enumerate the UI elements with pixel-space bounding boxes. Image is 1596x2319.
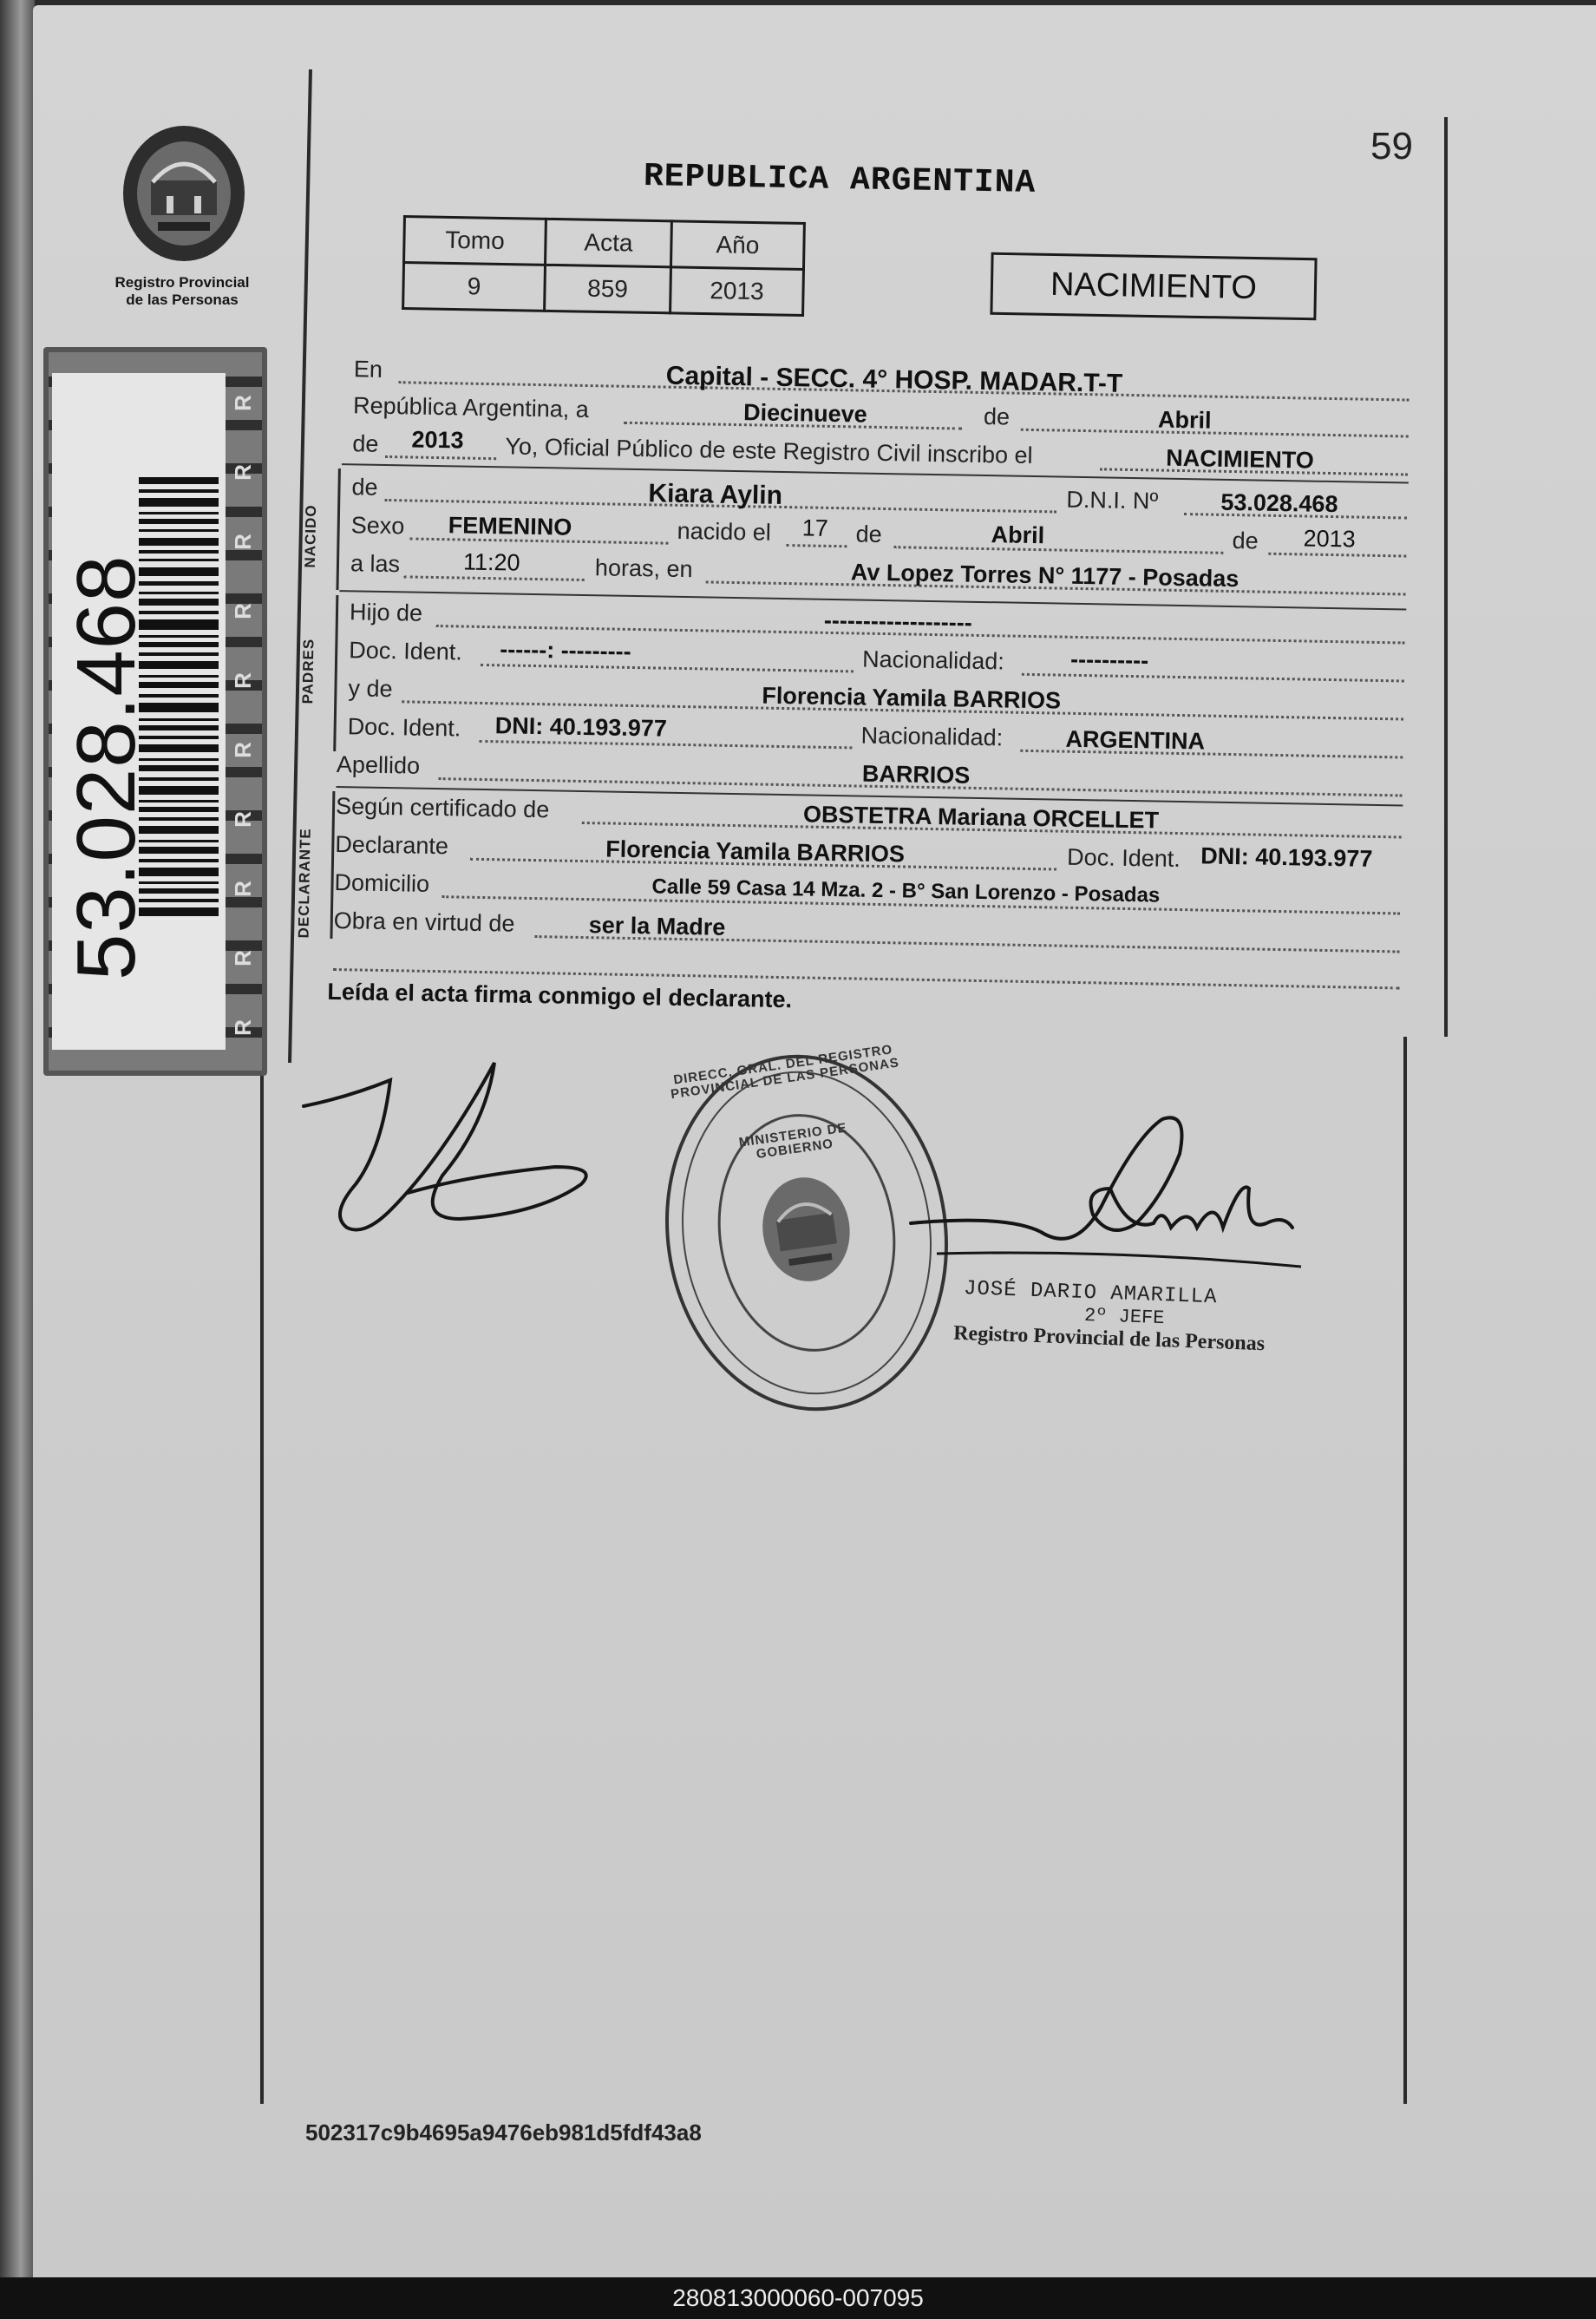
horas-label: horas, en <box>594 554 693 583</box>
birth-place-value: Av Lopez Torres N° 1177 - Posadas <box>850 559 1240 593</box>
father-nationality-value: ---------- <box>1069 645 1149 674</box>
seal-crest-icon <box>751 1167 861 1292</box>
sticker-mark: R <box>229 463 256 481</box>
birth-year-value: 2013 <box>1303 525 1357 553</box>
birth-month-dots <box>893 546 1223 554</box>
republica-label: República Argentina, a <box>352 392 590 423</box>
official-signature <box>902 1102 1318 1301</box>
dni-value: 53.028.468 <box>1220 488 1338 518</box>
year-dots <box>385 455 496 460</box>
month-dots <box>1021 429 1409 438</box>
registry-header-tomo: Tomo <box>404 216 546 265</box>
nacido-section-label: NACIDO <box>301 504 320 568</box>
official-office: Registro Provincial de las Personas <box>952 1321 1266 1356</box>
registry-header-anio: Año <box>670 221 804 270</box>
father-doc-label: Doc. Ident. <box>348 637 463 665</box>
sticker-mark: R <box>229 602 256 619</box>
sticker-mark: R <box>229 1019 256 1036</box>
de-day-label: de <box>855 521 882 547</box>
declarante-value: Florencia Yamila BARRIOS <box>605 835 906 868</box>
yo-label: Yo, Oficial Público de este Registro Civil inscribo el <box>505 433 1033 468</box>
office-name-line1: Registro Provincial <box>114 274 250 291</box>
birth-day-dots <box>786 544 847 547</box>
birth-day-value: 17 <box>801 514 829 541</box>
place-value: Capital - SECC. 4° HOSP. MADAR.T-T <box>665 361 1123 398</box>
father-doc-dots <box>481 664 854 673</box>
footer-bar <box>0 2277 1596 2319</box>
father-nationality-label: Nacionalidad: <box>861 645 1005 675</box>
sexo-value: FEMENINO <box>448 512 572 540</box>
sticker-mark: R <box>229 394 256 411</box>
y-de-label: y de <box>348 675 393 703</box>
de-year2-label: de <box>1232 527 1259 554</box>
mother-nationality-value: ARGENTINA <box>1065 725 1206 755</box>
a-las-label: a las <box>350 550 401 578</box>
declarante-doc-label: Doc. Ident. <box>1066 843 1181 873</box>
sticker-mark: R <box>229 741 256 758</box>
registry-header-acta: Acta <box>546 219 672 267</box>
mother-value: Florencia Yamila BARRIOS <box>762 682 1062 714</box>
official-name: JOSÉ DARIO AMARILLA <box>963 1277 1218 1310</box>
domicilio-label: Domicilio <box>334 869 430 897</box>
sexo-label: Sexo <box>350 512 405 540</box>
sticker-mark: R <box>229 880 256 897</box>
closing-statement: Leída el acta firma conmigo el declarante. <box>327 978 793 1013</box>
seal-inner-text: MINISTERIO DE GOBIERNO <box>737 1120 848 1163</box>
father-doc-value: ------: --------- <box>500 636 631 665</box>
apellido-value: BARRIOS <box>861 760 971 789</box>
segun-label: Según certificado de <box>335 793 550 823</box>
sticker-mark: R <box>229 671 256 689</box>
footer-id: 280813000060-007095 <box>672 2284 924 2311</box>
day-words-value: Diecinueve <box>742 399 867 428</box>
dni-label: D.N.I. Nº <box>1066 486 1159 514</box>
act-value: NACIMIENTO <box>1166 444 1315 474</box>
hijo-de-label: Hijo de <box>349 599 423 626</box>
declarante-section-label: DECLARANTE <box>295 828 314 939</box>
padres-bracket <box>333 595 338 751</box>
official-title: 2º JEFE <box>1083 1304 1165 1330</box>
nacido-el-label: nacido el <box>677 517 772 546</box>
mother-doc-value: DNI: 40.193.977 <box>494 712 668 742</box>
father-nationality-dots <box>1022 673 1404 683</box>
sticker-mark: R <box>229 810 256 828</box>
declarant-signature <box>295 1045 607 1236</box>
hour-value: 11:20 <box>462 548 520 576</box>
office-name-line2: de las Personas <box>126 292 239 308</box>
document-title: REPUBLICA ARGENTINA <box>643 158 1037 202</box>
registry-tomo-value: 9 <box>403 262 546 311</box>
certificate-value: OBSTETRA Mariana ORCELLET <box>802 801 1160 834</box>
padres-section-label: PADRES <box>299 638 317 704</box>
declarante-label: Declarante <box>335 831 449 860</box>
sticker-mark: R <box>229 949 256 966</box>
en-label: En <box>353 356 383 383</box>
side-id-number: 53.028.468 <box>60 554 153 980</box>
month-value: Abril <box>1157 406 1212 434</box>
obra-value: ser la Madre <box>588 912 726 940</box>
domicilio-value: Calle 59 Casa 14 Mza. 2 - B° San Lorenzo - Posadas <box>651 875 1161 907</box>
father-value: ------------------- <box>823 606 973 636</box>
registry-anio-value: 2013 <box>670 267 804 316</box>
document-hash: 502317c9b4695a9476eb981d5fdf43a8 <box>305 2119 702 2145</box>
nacido-bracket <box>336 468 340 590</box>
de-name-label: de <box>351 474 378 501</box>
official-stamp <box>953 1277 1267 1356</box>
registry-acta-value: 859 <box>545 265 671 313</box>
de-year-label: de <box>352 430 379 457</box>
de-month-label: de <box>983 403 1011 430</box>
record-type: NACIMIENTO <box>1050 265 1258 306</box>
birth-year-dots <box>1268 553 1406 558</box>
birth-month-value: Abril <box>991 521 1045 549</box>
hour-dots <box>404 575 585 581</box>
year-value: 2013 <box>411 426 464 454</box>
page-number: 59 <box>1370 125 1413 167</box>
mother-nationality-label: Nacionalidad: <box>860 722 1004 751</box>
name-value: Kiara Aylin <box>648 479 783 510</box>
seal-outer-text: DIRECC. GRAL. DEL REGISTRO PROVINCIAL DE LAS PERSONAS <box>670 1042 900 1103</box>
declarante-doc-value: DNI: 40.193.977 <box>1200 842 1373 872</box>
sticker-mark: R <box>229 533 256 550</box>
apellido-label: Apellido <box>336 751 421 779</box>
mother-doc-label: Doc. Ident. <box>347 713 461 742</box>
obra-label: Obra en virtud de <box>333 907 515 937</box>
